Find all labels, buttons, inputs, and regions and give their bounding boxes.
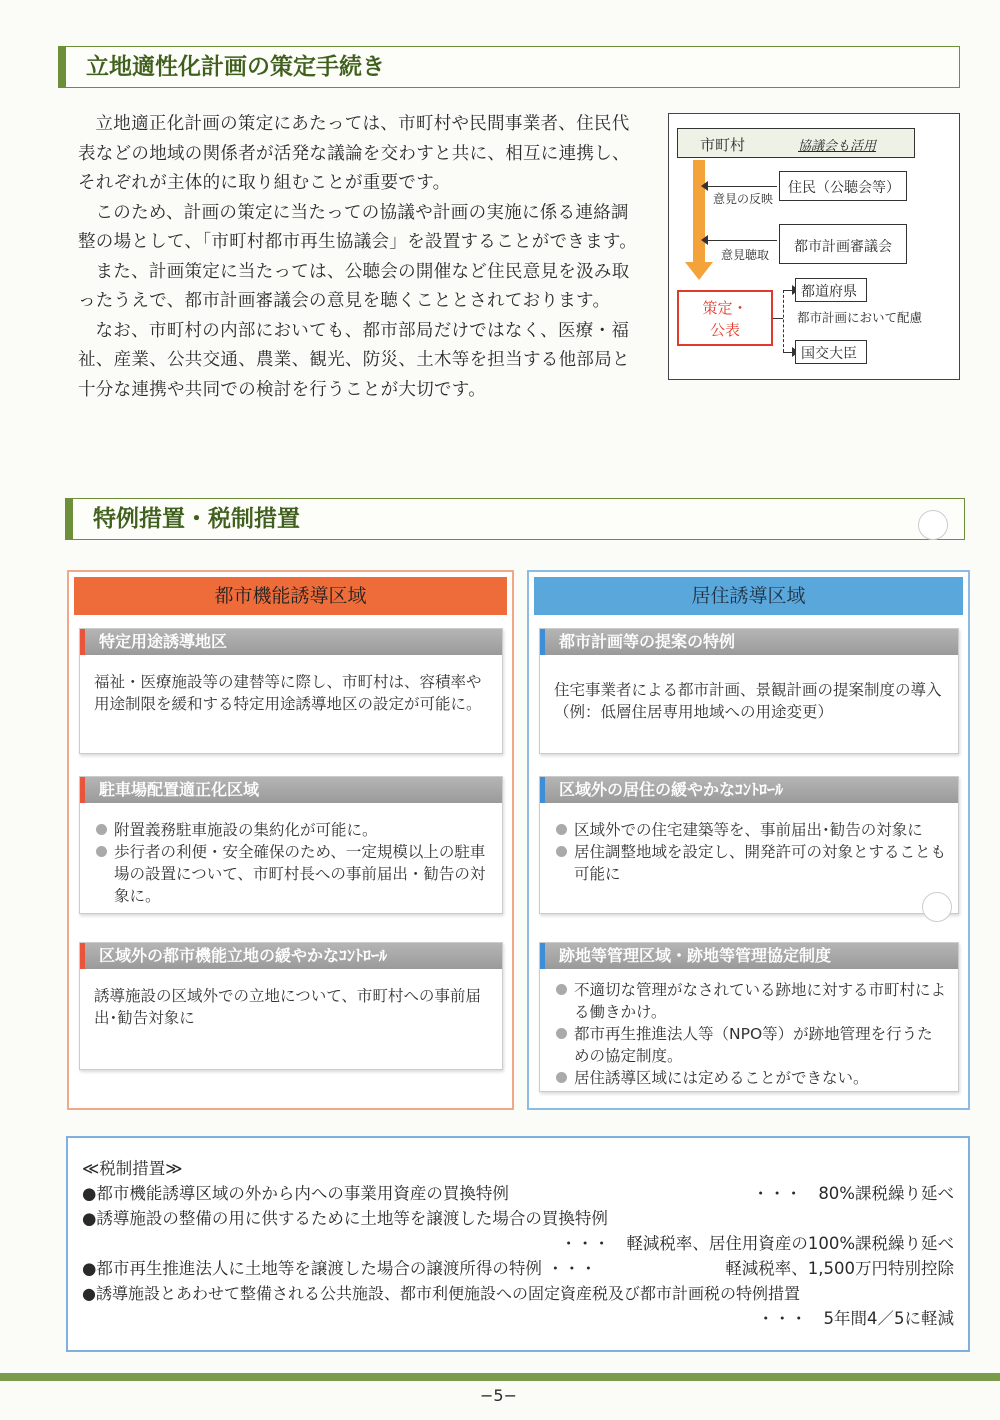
card-heading: 区域外の都市機能立地の緩やかなｺﾝﾄﾛｰﾙ <box>80 943 502 969</box>
column-title-urban-function: 都市機能誘導区域 <box>74 577 507 615</box>
tax-heading: ≪税制措置≫ <box>82 1159 183 1178</box>
tax-item-text: ●都市機能誘導区域の外から内への事業用資産の買換特例 <box>82 1184 509 1203</box>
section-title-procedure: 立地適性化計画の策定手続き <box>58 46 960 88</box>
decision-line1: 策定・ <box>702 299 748 317</box>
minister-box <box>795 340 867 364</box>
feedback-label: 意見の反映 <box>713 192 774 206</box>
planning-council-box <box>779 224 907 264</box>
intro-text <box>78 110 638 405</box>
urban-function-column <box>67 570 514 1110</box>
residential-column <box>527 570 970 1110</box>
decision-line2: 公表 <box>709 321 740 339</box>
consideration-note: 都市計画において配慮 <box>797 310 923 325</box>
council-note: 協議会も活用 <box>798 139 877 154</box>
flow-arrow-head <box>685 262 713 280</box>
list-item: 都市再生推進法人等（NPO等）が跡地管理を行うための協定制度。 <box>554 1023 946 1067</box>
prefecture-arrow <box>783 290 793 291</box>
residents-box <box>779 171 907 201</box>
tax-item-4: ●誘導施設とあわせて整備される公共施設、都市利便施設への固定資産税及び都市計画税の特例措置 <box>82 1284 800 1303</box>
tax-item-1 <box>82 1181 954 1206</box>
tax-item-4-value: ・・・ 5年間4／5に軽減 <box>757 1309 954 1328</box>
card-proposal-exception <box>539 628 959 754</box>
card-body: 誘導施設の区域外での立地について、市町村への事前届出･勧告対象に <box>94 987 481 1027</box>
tax-item-text: ●都市再生推進法人に土地等を譲渡した場合の譲渡所得の特例 ・・・ <box>82 1259 597 1278</box>
planning-council-label: 都市計画審議会 <box>794 239 892 255</box>
card-body: 福祉・医療施設等の建替等に際し、市町村は、容積率や用途制限を緩和する特定用途誘導地区の設定が可能に。 <box>94 673 482 713</box>
hearing-label: 意見聴取 <box>721 248 770 262</box>
tax-item-2: ●誘導施設の整備の用に供するために土地等を譲渡した場合の買換特例 <box>82 1209 608 1228</box>
prefecture-label: 都道府県 <box>801 284 857 300</box>
card-heading: 跡地等管理区域・跡地等管理協定制度 <box>540 943 958 969</box>
municipality-label: 市町村 <box>700 136 746 154</box>
card-heading: 都市計画等の提案の特例 <box>540 629 958 655</box>
card-parking-district <box>79 776 503 914</box>
card-heading: 特定用途誘導地区 <box>80 629 502 655</box>
tax-item-value: 軽減税率、1,500万円特別控除 <box>725 1259 954 1278</box>
list-item: 附置義務駐車施設の集約化が可能に。 <box>94 819 490 841</box>
paragraph-2: このため、計画の策定に当たっての協議や計画の実施に係る連絡調整の場として、「市町村都市再生協議会」を設置することができます。 <box>78 202 638 252</box>
paragraph-3: また、計画策定に当たっては、公聴会の開催など住民意見を汲み取ったうえで、都市計画審議会の意見を聴くこととされております。 <box>78 261 630 311</box>
paragraph-1: 立地適正化計画の策定にあたっては、市町村や民間事業者、住民代表などの地域の関係者が活発な議論を交わすと共に、相互に連携し、それぞれが主体的に取り組むことが重要です。 <box>78 114 630 193</box>
prefecture-box <box>795 278 867 302</box>
page-number: −5− <box>480 1386 517 1405</box>
card-body <box>80 803 502 919</box>
tax-item-3 <box>82 1256 954 1281</box>
column-title-residential: 居住誘導区域 <box>534 577 963 615</box>
tax-item-value: ・・・ 80%課税繰り延べ <box>752 1184 954 1203</box>
list-item: 居住調整地域を設定し、開発許可の対象とすることも可能に <box>554 841 946 885</box>
list-item: 居住誘導区域には定めることができない。 <box>554 1067 946 1089</box>
paragraph-4: なお、市町村の内部においても、都市部局だけではなく、医療・福祉、産業、公共交通、農業、観光、防災、土木等を担当する他部局と十分な連携や共同での検討を行うことが大切です。 <box>78 320 630 400</box>
procedure-diagram <box>668 113 960 380</box>
card-heading: 駐車場配置適正化区域 <box>80 777 502 803</box>
card-special-use-district <box>79 628 503 754</box>
card-residential-control <box>539 776 959 914</box>
connector-line <box>773 318 783 319</box>
residents-label: 住民（公聴会等） <box>788 180 900 196</box>
minister-label: 国交大臣 <box>801 346 857 362</box>
card-body: 住宅事業者による都市計画、景観計画の提案制度の導入（例：低層住居専用地域への用途変更） <box>554 681 942 721</box>
card-body <box>540 803 958 897</box>
municipality-box <box>677 128 915 158</box>
decision-box <box>677 290 773 346</box>
card-heading: 区域外の居住の緩やかなｺﾝﾄﾛｰﾙ <box>540 777 958 803</box>
tax-measures-box <box>66 1136 970 1352</box>
feedback-arrow <box>707 186 777 187</box>
tax-item-2-value: ・・・ 軽減税率、居住用資産の100%課税繰り延べ <box>560 1234 954 1253</box>
minister-arrow <box>783 352 793 353</box>
card-body <box>540 969 958 1101</box>
hearing-arrow <box>707 240 777 241</box>
list-item: 歩行者の利便・安全確保のため、一定規模以上の駐車場の設置について、市町村長への事前届出・勧告の対象に。 <box>94 841 490 907</box>
card-outside-area-control <box>79 942 503 1070</box>
punch-hole <box>918 510 948 540</box>
list-item: 区域外での住宅建築等を、事前届出･勧告の対象に <box>554 819 946 841</box>
flow-arrow-shaft <box>693 160 705 262</box>
punch-hole <box>922 892 952 922</box>
connector-vertical <box>783 290 784 352</box>
section-title-special-measures: 特例措置・税制措置 <box>65 498 965 540</box>
list-item: 不適切な管理がなされている跡地に対する市町村による働きかけ。 <box>554 979 946 1023</box>
card-vacant-land-management <box>539 942 959 1092</box>
footer-bar <box>0 1373 1000 1381</box>
